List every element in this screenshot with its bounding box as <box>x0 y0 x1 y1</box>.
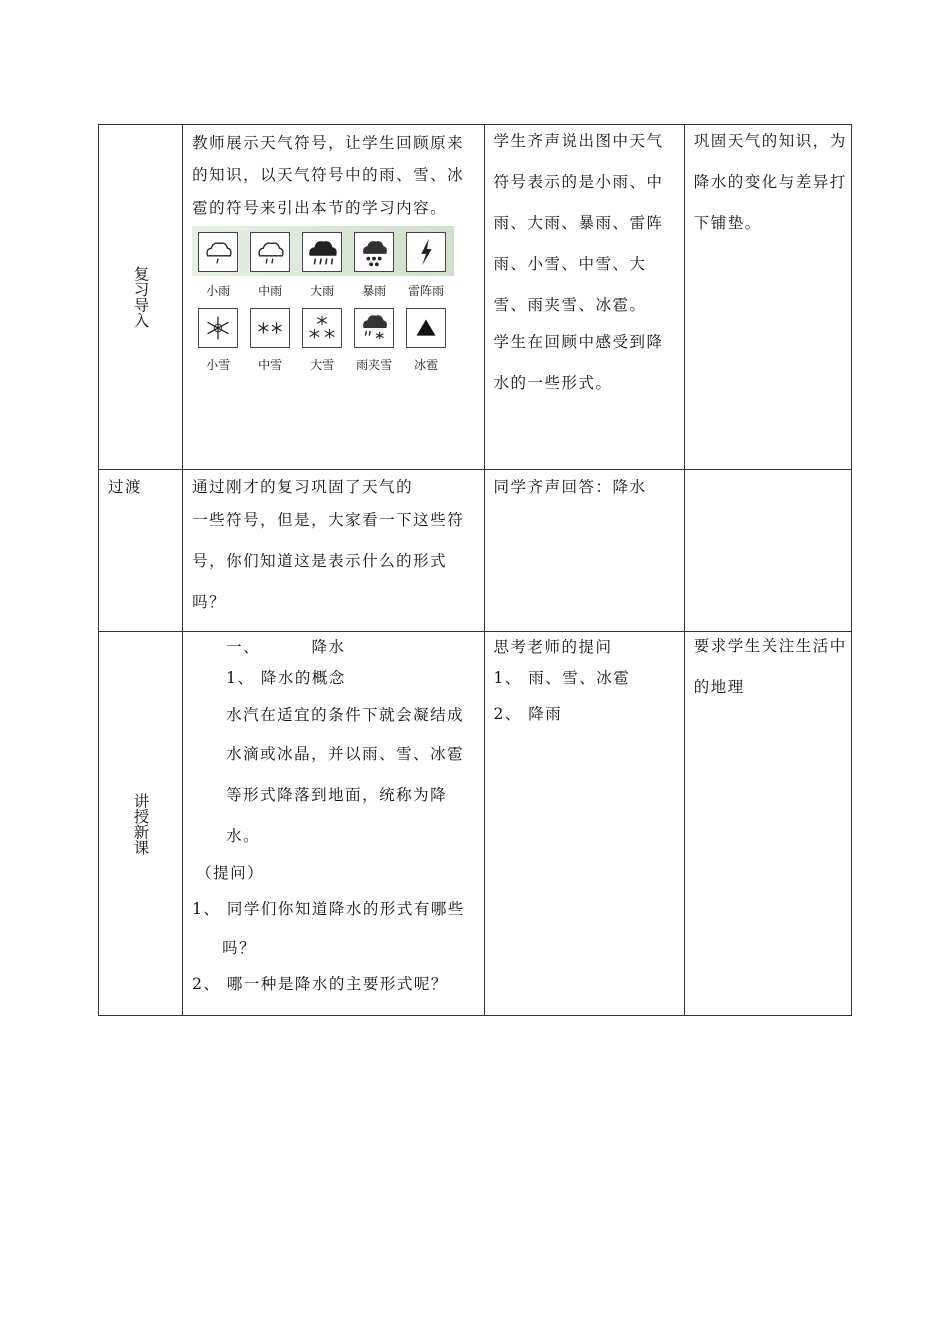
intent-text: 要求学生关注生活中的地理 <box>693 637 847 696</box>
icon-label: 雷阵雨 <box>408 284 445 298</box>
subsection-heading: 1、 降水的概念 <box>226 669 346 687</box>
section-heading: 一、 降水 <box>226 638 346 656</box>
student-text: 学生齐声说出图中天气符号表示的是小雨、中雨、大雨、暴雨、雷阵雨、小雪、中雪、大雪、雨夹雪、冰雹。 <box>493 132 664 314</box>
heavy-snow-icon <box>302 308 342 348</box>
concept-text-line: 等形式降落到地面，统称为降 <box>226 786 448 804</box>
thunder-shower-icon <box>406 232 446 272</box>
teacher-activity-cell <box>183 125 484 470</box>
rainstorm-icon <box>354 232 394 272</box>
light-rain-icon <box>198 232 238 272</box>
stage-cell <box>99 632 183 1016</box>
icon-label: 雨夹雪 <box>356 358 393 372</box>
student-text: 同学齐声回答：降水 <box>493 478 647 496</box>
icon-label: 中雨 <box>258 284 283 298</box>
moderate-snow-icon <box>250 308 290 348</box>
sleet-icon <box>354 308 394 348</box>
design-intent-cell <box>684 125 851 470</box>
student-text: 思考老师的提问 <box>493 638 613 656</box>
student-activity-cell <box>484 632 684 1016</box>
stage-label: 复习导入 <box>131 266 150 328</box>
student-text: 2、 降雨 <box>493 705 563 723</box>
teacher-text-line: 号，你们知道这是表示什么的形式 <box>192 552 448 570</box>
stage-label: 讲授新课 <box>131 792 150 855</box>
teacher-activity-cell <box>183 632 484 1016</box>
teacher-text-line: 教师展示天气符号，让学生回顾原来 <box>192 134 465 152</box>
stage-cell <box>99 470 183 632</box>
question-line: 1、 同学们你知道降水的形式有哪些 <box>192 900 465 918</box>
table-row-transition <box>99 470 852 632</box>
question-label: （提问） <box>196 864 265 882</box>
concept-text-line: 水。 <box>226 827 261 845</box>
moderate-rain-icon <box>250 232 290 272</box>
icon-label: 小雪 <box>206 358 231 372</box>
question-line: 吗？ <box>222 939 257 957</box>
student-text: 学生在回顾中感受到降水的一些形式。 <box>493 333 664 392</box>
stage-cell <box>99 125 183 470</box>
question-line: 2、 哪一种是降水的主要形式呢？ <box>192 975 448 993</box>
icon-label: 暴雨 <box>362 284 387 298</box>
concept-text-line: 水汽在适宜的条件下就会凝结成 <box>226 706 465 724</box>
icon-label: 小雨 <box>206 284 231 298</box>
table-row-review <box>99 125 852 470</box>
hail-icon <box>406 308 446 348</box>
icon-label: 冰雹 <box>414 358 439 372</box>
teacher-text-line: 一些符号，但是，大家看一下这些符 <box>192 511 465 529</box>
concept-text-line: 水滴或冰晶，并以雨、雪、冰雹 <box>226 745 465 763</box>
design-intent-cell <box>684 632 851 1016</box>
teacher-text-line: 吗？ <box>192 593 227 611</box>
icon-label: 大雨 <box>310 284 335 298</box>
teacher-activity-cell <box>183 470 484 632</box>
student-activity-cell <box>484 125 684 470</box>
weather-symbols-figure <box>192 226 454 384</box>
teacher-text-line: 的知识，以天气符号中的雨、雪、冰 <box>192 166 465 184</box>
student-activity-cell <box>484 470 684 632</box>
heavy-rain-icon <box>302 232 342 272</box>
intent-text: 巩固天气的知识，为降水的变化与差异打下铺垫。 <box>693 132 847 232</box>
light-snow-icon <box>198 308 238 348</box>
design-intent-cell <box>684 470 851 632</box>
lesson-plan-table <box>98 124 852 1016</box>
teacher-text-line: 雹的符号来引出本节的学习内容。 <box>192 199 448 217</box>
table-row-new-lesson <box>99 632 852 1016</box>
student-text: 1、 雨、雪、冰雹 <box>493 669 631 687</box>
stage-label: 过渡 <box>108 478 143 496</box>
teacher-text-line: 通过刚才的复习巩固了天气的 <box>192 478 414 496</box>
icon-label: 大雪 <box>310 358 335 372</box>
icon-label: 中雪 <box>258 358 283 372</box>
